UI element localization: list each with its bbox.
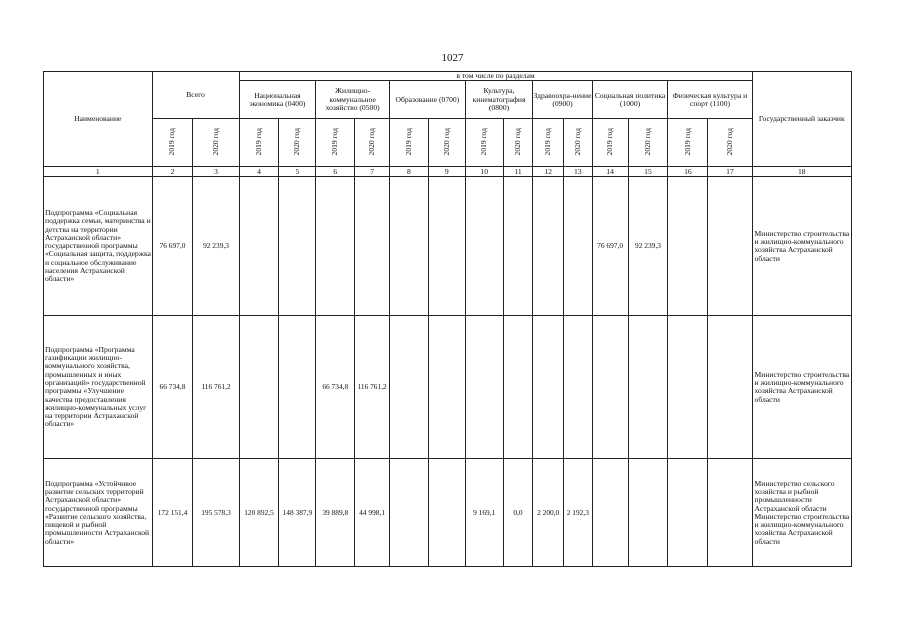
cell-value bbox=[503, 316, 533, 459]
cell-value bbox=[708, 459, 752, 567]
page-number: 1027 bbox=[441, 52, 464, 64]
cell-value bbox=[533, 316, 564, 459]
row-customer: Министерство строительства и жилищно-коммунального хозяйства Астраханской области bbox=[752, 177, 851, 316]
column-number: 16 bbox=[668, 167, 708, 177]
header-total: Всего bbox=[152, 72, 239, 119]
cell-value: 66 734,8 bbox=[316, 316, 355, 459]
row-customer: Министерство строительства и жилищно-коммунального хозяйства Астраханской области bbox=[752, 316, 851, 459]
year-header: 2019 год bbox=[592, 119, 628, 167]
cell-value bbox=[316, 177, 355, 316]
column-number: 3 bbox=[193, 167, 239, 177]
column-number: 11 bbox=[503, 167, 533, 177]
cell-value: 116 761,2 bbox=[355, 316, 390, 459]
column-number: 18 bbox=[752, 167, 851, 177]
cell-value bbox=[428, 459, 465, 567]
column-number: 8 bbox=[390, 167, 429, 177]
year-header: 2020 год bbox=[708, 119, 752, 167]
column-number: 2 bbox=[152, 167, 193, 177]
cell-value bbox=[239, 177, 279, 316]
column-number: 1 bbox=[44, 167, 153, 177]
section-0400: Национальная экономика (0400) bbox=[239, 81, 316, 119]
cell-value: 9 169,1 bbox=[465, 459, 503, 567]
year-header: 2019 год bbox=[533, 119, 564, 167]
year-header: 2019 год bbox=[668, 119, 708, 167]
cell-value bbox=[708, 316, 752, 459]
year-header: 2020 год bbox=[193, 119, 239, 167]
cell-value: 39 889,8 bbox=[316, 459, 355, 567]
cell-value: 44 998,1 bbox=[355, 459, 390, 567]
column-number: 4 bbox=[239, 167, 279, 177]
column-number: 12 bbox=[533, 167, 564, 177]
cell-value bbox=[465, 316, 503, 459]
year-header: 2019 год bbox=[152, 119, 193, 167]
cell-value: 120 892,5 bbox=[239, 459, 279, 567]
cell-value bbox=[390, 177, 429, 316]
year-header: 2020 год bbox=[355, 119, 390, 167]
cell-value bbox=[279, 177, 316, 316]
cell-value bbox=[239, 316, 279, 459]
section-0900: Здравоохра-нение (0900) bbox=[533, 81, 592, 119]
cell-value bbox=[279, 316, 316, 459]
column-number: 9 bbox=[428, 167, 465, 177]
cell-value bbox=[564, 177, 593, 316]
cell-value bbox=[465, 177, 503, 316]
cell-total-2019: 76 697,0 bbox=[152, 177, 193, 316]
year-header: 2020 год bbox=[628, 119, 668, 167]
header-customer: Государственный заказчик bbox=[752, 72, 851, 167]
cell-value bbox=[428, 316, 465, 459]
cell-value: 0,0 bbox=[503, 459, 533, 567]
cell-value: 2 200,0 bbox=[533, 459, 564, 567]
cell-value bbox=[390, 459, 429, 567]
column-numbers-row bbox=[44, 167, 852, 177]
column-number: 7 bbox=[355, 167, 390, 177]
section-0500: Жилищно-коммунальное хозяйство (0500) bbox=[316, 81, 390, 119]
column-number: 15 bbox=[628, 167, 668, 177]
cell-value bbox=[355, 177, 390, 316]
section-0700: Образование (0700) bbox=[390, 81, 466, 119]
year-header: 2019 год bbox=[316, 119, 355, 167]
cell-value bbox=[428, 177, 465, 316]
year-header: 2019 год bbox=[390, 119, 429, 167]
cell-value bbox=[533, 177, 564, 316]
year-header: 2019 год bbox=[239, 119, 279, 167]
cell-total-2019: 66 734,8 bbox=[152, 316, 193, 459]
year-header: 2019 год bbox=[465, 119, 503, 167]
year-header: 2020 год bbox=[564, 119, 593, 167]
cell-total-2020: 195 578,3 bbox=[193, 459, 239, 567]
table-row bbox=[44, 177, 852, 316]
cell-value bbox=[668, 177, 708, 316]
cell-total-2019: 172 151,4 bbox=[152, 459, 193, 567]
section-1000: Социальная политика (1000) bbox=[592, 81, 668, 119]
row-name: Подпрограмма «Социальная поддержка семьи, материнства и детства на территории Астраханской области» государственной программы «Социальная защита, поддержка и социальное обслуживание населения Астраханской области» bbox=[44, 177, 153, 316]
row-customer: Министерство сельского хозяйства и рыбной промышленности Астраханской области Министерство строительства и жилищно-коммунального хозяйства Астраханской области bbox=[752, 459, 851, 567]
section-0800: Культура, кинематография (0800) bbox=[465, 81, 533, 119]
table-row bbox=[44, 459, 852, 567]
budget-table bbox=[43, 71, 852, 567]
column-number: 14 bbox=[592, 167, 628, 177]
cell-value bbox=[390, 316, 429, 459]
cell-total-2020: 116 761,2 bbox=[193, 316, 239, 459]
header-by-sections: в том числе по разделам bbox=[239, 72, 752, 81]
cell-value bbox=[564, 316, 593, 459]
header-name: Наименование bbox=[44, 72, 153, 167]
row-name: Подпрограмма «Устойчивое развитие сельских территорий Астраханской области» государственной программы «Развитие сельского хозяйства, пищевой и рыбной промышленности Астраханской области» bbox=[44, 459, 153, 567]
column-number: 17 bbox=[708, 167, 752, 177]
row-name: Подпрограмма «Программа газификации жилищно-коммунального хозяйства, промышленных и иных организаций» государственной программы «Улучшение качества предоставления жилищно-коммунальных услуг на территории Астраханской области» bbox=[44, 316, 153, 459]
year-header: 2020 год bbox=[279, 119, 316, 167]
cell-value: 2 192,3 bbox=[564, 459, 593, 567]
cell-total-2020: 92 239,3 bbox=[193, 177, 239, 316]
section-1100: Физическая культура и спорт (1100) bbox=[668, 81, 752, 119]
cell-value bbox=[628, 459, 668, 567]
cell-value bbox=[503, 177, 533, 316]
cell-value bbox=[592, 316, 628, 459]
table-row bbox=[44, 316, 852, 459]
cell-value bbox=[668, 459, 708, 567]
column-number: 6 bbox=[316, 167, 355, 177]
column-number: 10 bbox=[465, 167, 503, 177]
year-header: 2020 год bbox=[503, 119, 533, 167]
cell-value: 92 239,3 bbox=[628, 177, 668, 316]
column-number: 5 bbox=[279, 167, 316, 177]
cell-value bbox=[628, 316, 668, 459]
column-number: 13 bbox=[564, 167, 593, 177]
cell-value bbox=[592, 459, 628, 567]
year-header: 2020 год bbox=[428, 119, 465, 167]
cell-value: 148 387,9 bbox=[279, 459, 316, 567]
cell-value: 76 697,0 bbox=[592, 177, 628, 316]
cell-value bbox=[668, 316, 708, 459]
cell-value bbox=[708, 177, 752, 316]
